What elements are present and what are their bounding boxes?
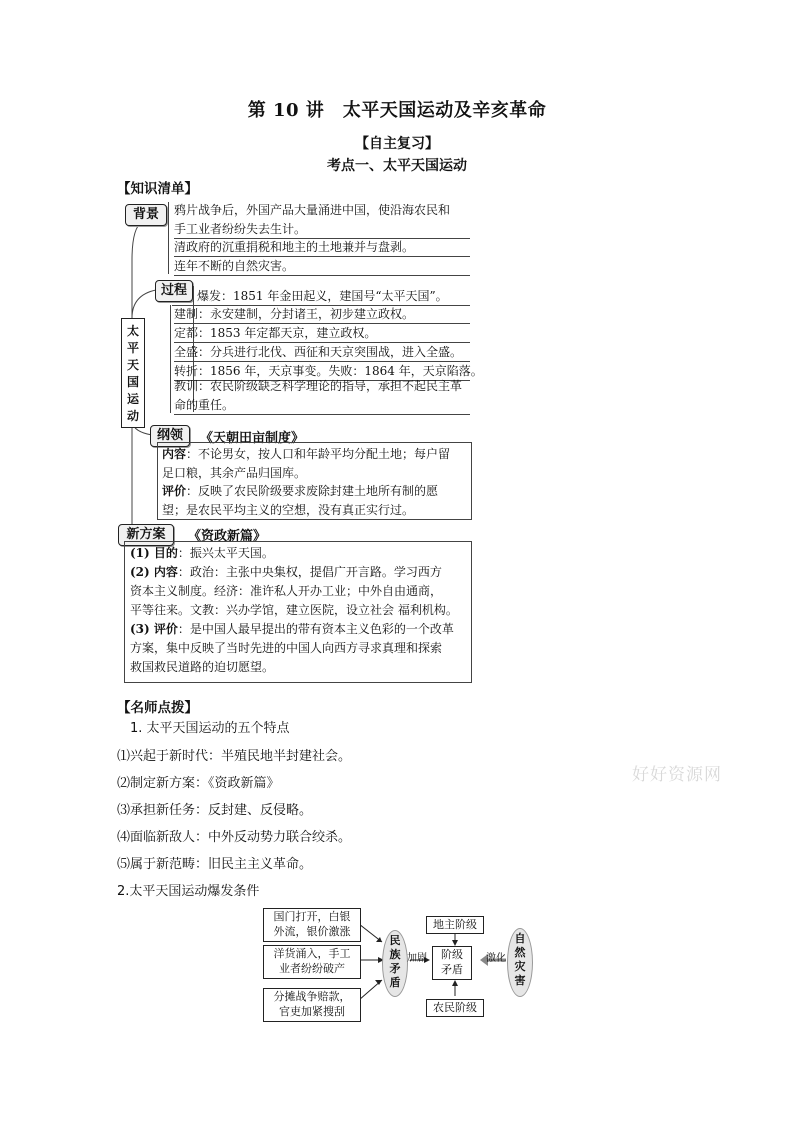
process-system: 建制：永安建制，分封诸王，初步建立政权。 xyxy=(174,305,470,324)
knowledge-list-heading: 【知识清单】 xyxy=(117,181,198,197)
tag-process: 过程 xyxy=(155,280,193,302)
label-aggravate: 激化 xyxy=(486,953,506,964)
tip-item-5: ⑸属于新范畴：旧民主主义革命。 xyxy=(117,857,313,872)
oval-national-contradiction: 民 族 矛 盾 xyxy=(382,930,408,997)
tip-item-1: ⑴兴起于新时代：半殖民地半封建社会。 xyxy=(117,749,352,764)
tip-item-4: ⑷面临新敌人：中外反动势力联合绞杀。 xyxy=(117,830,352,845)
tip-item-2: ⑵制定新方案：《资政新篇》 xyxy=(117,776,280,791)
process-lesson: 教训：农民阶级缺乏科学理论的指导，承担不起民主革 命的重任。 xyxy=(174,377,470,415)
background-row-3: 连年不断的自然灾害。 xyxy=(174,257,470,276)
process-capital: 定都：1853 年定都天京，建立政权。 xyxy=(174,324,470,343)
teacher-tips-heading: 【名师点拨】 xyxy=(117,700,198,716)
program-doc-title: 《天朝田亩制度》 xyxy=(200,431,305,446)
new-plan-box: (1) 目的：振兴太平天国。 (2) 内容：政治：主张中央集权，提倡广开言路。学习西方 资本主义制度。经济：准许私人开办工业；中外自由通商， 平等往来。文教：兴办学馆，建立医院，设立社会 福利机构。 (3) 评价：是中国人最早提出的带有资本主义色彩的一个改革 方案，集中反映了当时先进的中国人向西方寻求真理和探索 救国救民道路的迫切愿望。 xyxy=(124,541,472,683)
background-row-2: 清政府的沉重捐税和地主的土地兼并与盘剥。 xyxy=(174,238,470,257)
section-self-review: 【自主复习】 xyxy=(355,136,439,152)
topic-heading: 考点一、太平天国运动 xyxy=(327,158,467,174)
process-turning: 转折：1856 年，天京事变。失败：1864 年，天京陷落。 xyxy=(174,362,470,381)
process-outbreak: 爆发：1851 年金田起义，建国号“太平天国”。 xyxy=(197,289,448,303)
root-node-taiping: 太 平 天 国 运 动 xyxy=(121,318,145,428)
tips-subheading: 1. 太平天国运动的五个特点 xyxy=(130,721,290,736)
conditions-heading: 2.太平天国运动爆发条件 xyxy=(117,884,260,899)
tip-item-3: ⑶承担新任务：反封建、反侵略。 xyxy=(117,803,313,818)
tag-background: 背景 xyxy=(125,204,167,226)
page-title: 第 10 讲 太平天国运动及辛亥革命 xyxy=(247,100,547,121)
background-row-1: 鸦片战争后，外国产品大量涌进中国，使沿海农民和 手工业者纷纷失去生计。 xyxy=(174,201,470,239)
tag-new-plan: 新方案 xyxy=(118,524,174,546)
cause-box-foreign-goods: 洋货涌入，手工 业者纷纷破产 xyxy=(263,945,361,979)
label-intensify: 加剧 xyxy=(407,953,427,964)
process-peak: 全盛：分兵进行北伐、西征和天京突围战，进入全盛。 xyxy=(174,343,470,362)
cause-box-silver: 国门打开，白银 外流，银价激涨 xyxy=(263,908,361,942)
tag-program: 纲领 xyxy=(150,425,190,447)
new-plan-doc-title: 《资政新篇》 xyxy=(188,529,267,544)
oval-natural-disaster: 自 然 灾 害 xyxy=(507,928,533,997)
cause-box-indemnity: 分摊战争赔款， 官吏加紧搜刮 xyxy=(263,988,361,1022)
box-landlord-class: 地主阶级 xyxy=(426,916,484,934)
watermark: 好好资源网 xyxy=(632,765,722,785)
program-box: 内容：不论男女，按人口和年龄平均分配土地；每户留 足口粮，其余产品归国库。 评价：反映了农民阶级要求废除封建土地所有制的愿 望；是农民平均主义的空想，没有真正实行过。 xyxy=(157,442,472,520)
box-class-contradiction: 阶级 矛盾 xyxy=(432,946,472,980)
box-peasant-class: 农民阶级 xyxy=(426,999,484,1017)
